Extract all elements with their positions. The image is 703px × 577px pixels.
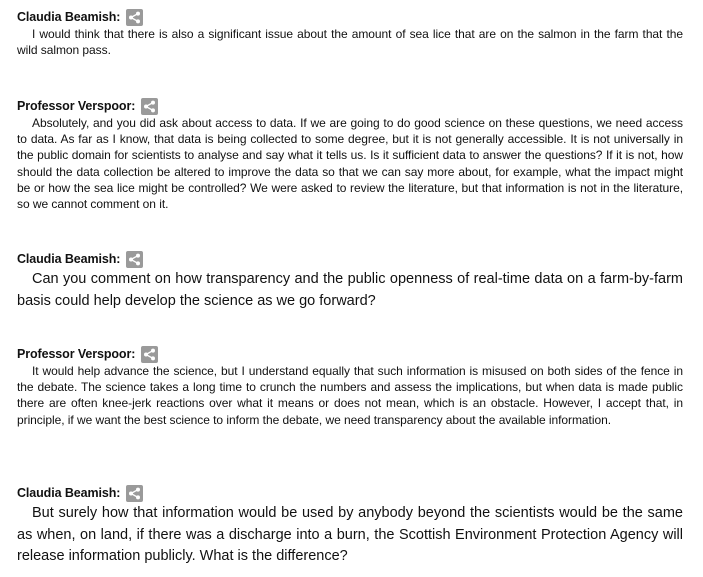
transcript-entry: [17, 345, 683, 428]
share-icon[interactable]: [141, 98, 158, 115]
speech-text: Can you comment on how transparency and the public openness of real-time data on a farm-by-farm basis could help develop the science as we go forward?: [17, 271, 683, 309]
transcript-entry: [17, 484, 683, 568]
speaker-line: [17, 484, 683, 502]
speaker-line: [17, 345, 683, 363]
speaker-name: Claudia Beamish:: [17, 486, 121, 500]
speech-text: Absolutely, and you did ask about access to data. If we are going to do good science on these questions, we need access to data. As far as I know, that data is being collected to some degree, but it is not generally accessible. It is not universally in the public domain for scientists to analyse and say what it tells us. Is it sufficient data to answer the questions? If it is not, how should the data collection be altered to improve the data so that we can say more about, for example, what the impact might be or how the sea lice might be controlled? We were asked to review the literature, but that information is not in the literature, so we cannot comment on it.: [17, 116, 683, 212]
speaker-line: [17, 250, 683, 268]
speaker-name: Professor Verspoor:: [17, 99, 136, 113]
speech-text: I would think that there is also a significant issue about the amount of sea lice that are on the salmon in the farm that the wild salmon pass.: [17, 27, 683, 58]
share-icon[interactable]: [126, 9, 143, 26]
transcript-entry: [17, 97, 683, 212]
speaker-line: [17, 8, 683, 26]
speaker-name: Claudia Beamish:: [17, 252, 121, 266]
share-icon[interactable]: [126, 251, 143, 268]
transcript-entry: [17, 250, 683, 312]
speaker-name: Professor Verspoor:: [17, 347, 136, 361]
share-icon[interactable]: [141, 346, 158, 363]
share-icon[interactable]: [126, 485, 143, 502]
transcript-entry: [17, 8, 683, 58]
speech-text: It would help advance the science, but I understand equally that such information is misused on both sides of the fence in the debate. The science takes a long time to crunch the numbers and assess the implications, but when data is made public there are often knee-jerk reactions over what it means or does not mean, which is an obstacle. However, I accept that, in principle, if we want the best science to inform the debate, we need transparency about the available information.: [17, 364, 683, 427]
speech-text: But surely how that information would be used by anybody beyond the scientists would be the same as when, on land, if there was a discharge into a burn, the Scottish Environment Protection Agency will release information publicly. What is the difference?: [17, 505, 683, 564]
speaker-line: [17, 97, 683, 115]
speaker-name: Claudia Beamish:: [17, 10, 121, 24]
